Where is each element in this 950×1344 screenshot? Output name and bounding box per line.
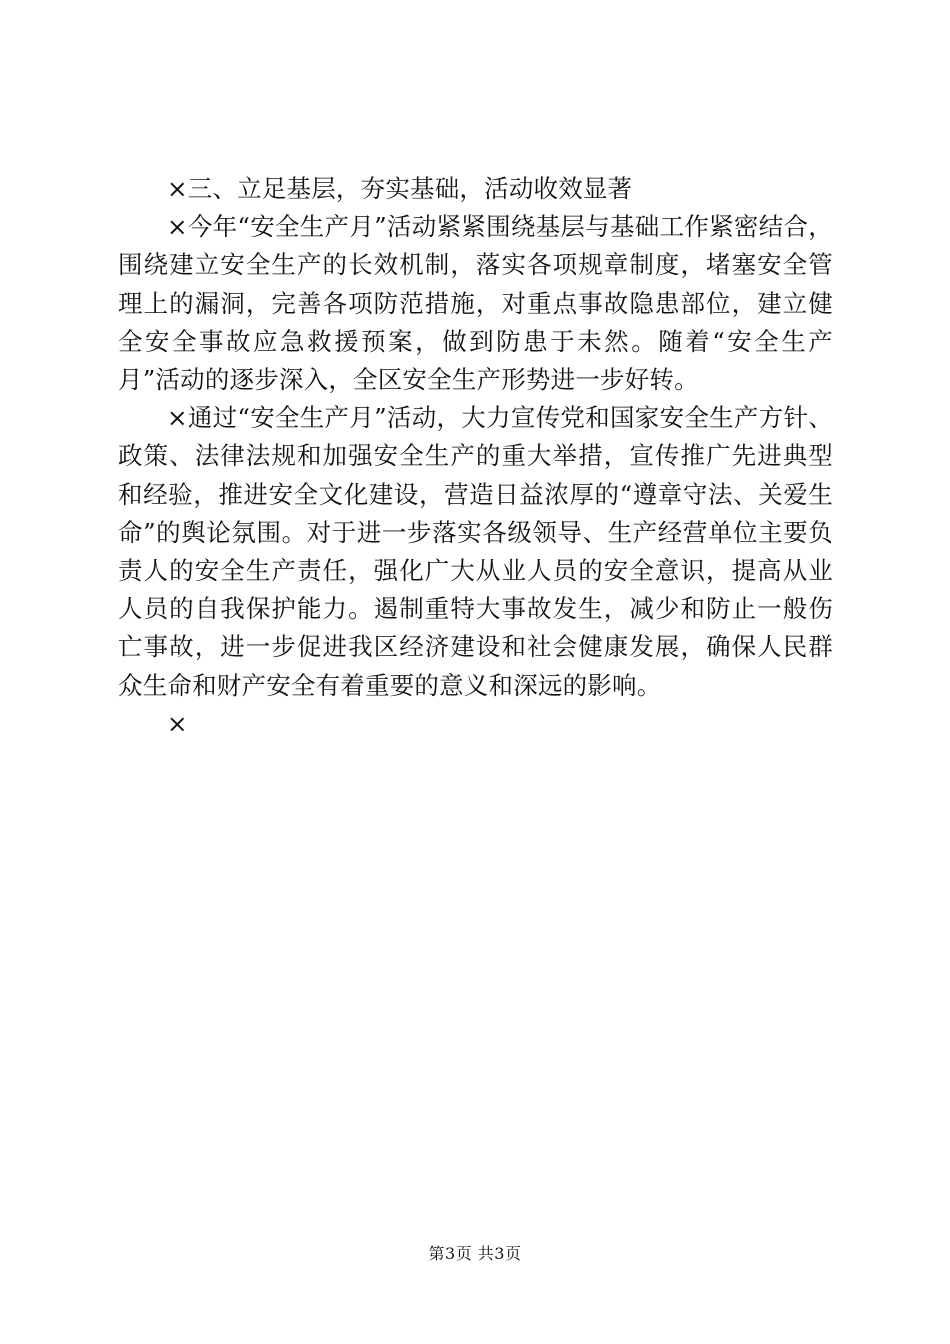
paragraph: ×通过“安全生产月”活动，大力宣传党和国家安全生产方针、政策、法律法规和加强安全生产的重大举措，宣传推广先进典型和经验，推进安全文化建设，营造日益浓厚的“遵章守法、关爱生命”的舆论氛围。对于进一步落实各级领导、生产经营单位主要负责人的安全生产责任，强化广大从业人员的安全意识，提高从业人员的自我保护能力。遏制重特大事故发生，减少和防止一般伤亡事故，进一步促进我区经济建设和社会健康发展，确保人民群众生命和财产安全有着重要的意义和深远的影响。 (118, 403, 833, 700)
page-number-footer: 第3页 共3页 (428, 1244, 522, 1263)
paragraph: ×今年“安全生产月”活动紧紧围绕基层与基础工作紧密结合，围绕建立安全生产的长效机制，落实各项规章制度，堵塞安全管理上的漏洞，完善各项防范措施，对重点事故隐患部位，建立健全安全事故应急救援预案，做到防患于未然。随着“安全生产月”活动的逐步深入，全区安全生产形势进一步好转。 (118, 212, 833, 395)
document-body (118, 170, 833, 743)
section-heading: ×三、立足基层，夯实基础，活动收效显著 (167, 174, 633, 203)
paragraph-marker: × (167, 708, 188, 738)
